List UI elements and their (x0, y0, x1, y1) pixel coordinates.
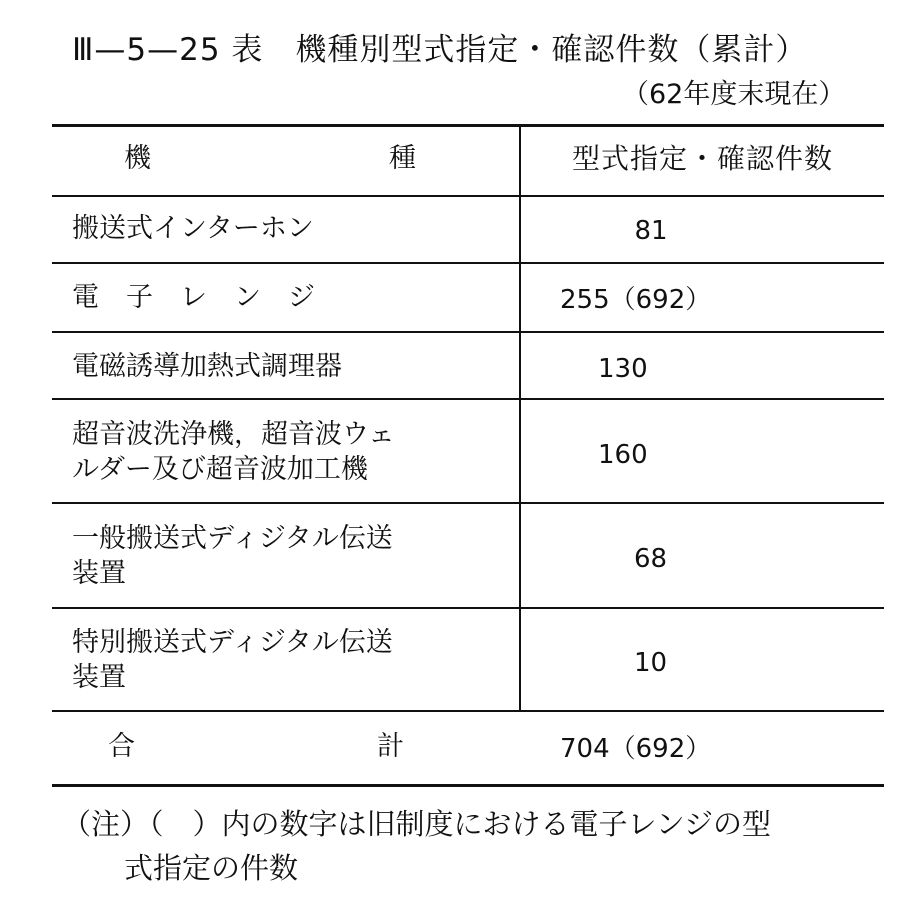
table-row-name: 電 子 レ ン ジ (72, 282, 315, 313)
table-row-count: 10 (634, 648, 668, 678)
table-top-rule (52, 124, 884, 127)
table-row-name: 電磁誘導加熱式調理器 (72, 351, 342, 382)
table-row-count: 160 (598, 440, 648, 470)
row-rule (52, 331, 884, 333)
table-row-name-line2: 装置 (72, 558, 126, 589)
row-rule (52, 607, 884, 609)
header-rule (52, 195, 884, 197)
table-row-name: 一般搬送式ディジタル伝送 (72, 523, 393, 554)
table-row-name: 特別搬送式ディジタル伝送 (72, 627, 393, 658)
table-title: Ⅲ—5—25 表 機種別型式指定・確認件数（累計） (72, 32, 808, 68)
table-row-count: 81 (634, 216, 668, 246)
column-divider (519, 124, 521, 711)
header-kind (124, 142, 416, 176)
table-row-count: 68 (634, 544, 668, 574)
total-rule (52, 710, 884, 712)
row-rule (52, 262, 884, 264)
table-row-count: 255（692） (560, 285, 712, 315)
table-row-name-line2: ルダー及び超音波加工機 (72, 454, 368, 485)
header-kind-right: 種 (389, 143, 416, 174)
footnote: （注）（ ）内の数字は旧制度における電子レンジの型 (62, 807, 772, 841)
total-label-left: 合 (108, 731, 135, 762)
row-rule (52, 502, 884, 504)
total-count: 704（692） (560, 734, 712, 764)
table-date-note: （62年度末現在） (622, 79, 846, 110)
header-count: 型式指定・確認件数 (571, 142, 833, 175)
table-row-name-line2: 装置 (72, 662, 126, 693)
total-label (108, 730, 404, 764)
footnote-line2: 式指定の件数 (124, 851, 299, 885)
table-row-count: 130 (598, 354, 648, 384)
header-kind-left: 機 (124, 143, 151, 174)
total-label-right: 計 (377, 731, 404, 762)
table-bottom-rule (52, 784, 884, 787)
table-row-name: 搬送式インターホン (72, 213, 314, 244)
row-rule (52, 398, 884, 400)
table-row-name: 超音波洗浄機，超音波ウェ (72, 419, 395, 450)
